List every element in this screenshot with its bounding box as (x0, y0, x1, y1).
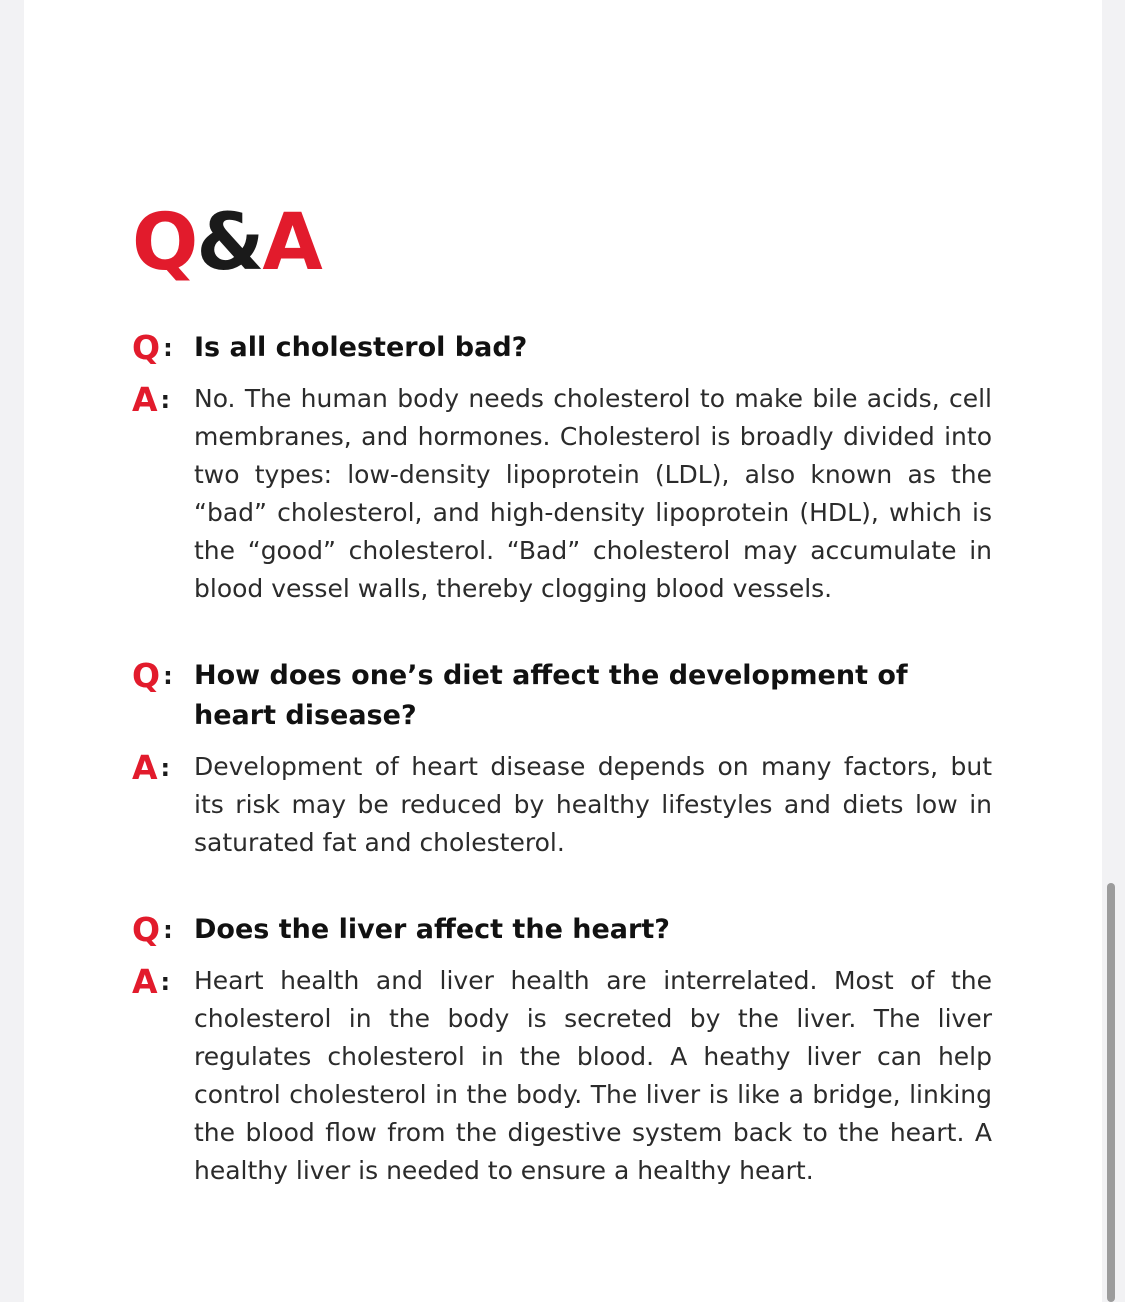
answer-row (132, 748, 992, 862)
answer-marker: A : (132, 380, 171, 419)
question-text: Does the liver affect the heart? (194, 914, 670, 945)
scrollbar[interactable] (1107, 883, 1115, 1302)
answer-marker: A : (132, 748, 171, 787)
title-q: Q (132, 198, 197, 288)
answer-text: Development of heart disease depends on many factors, but its risk may be reduced by healthy lifestyles and diets low in saturated fat and cholesterol. (194, 752, 992, 857)
page-title (132, 198, 321, 288)
answer-text: No. The human body needs cholesterol to make bile acids, cell membranes, and hormones. Cholesterol is broadly divided into two types: low-density lipoprotein (LDL), also known as the “bad” cholesterol, and high-density lipoprotein (HDL), which is the “good” cholesterol. “Bad” cholesterol may accumulate in blood vessel walls, thereby clogging blood vessels. (194, 384, 992, 603)
question-text: How does one’s diet affect the development of heart disease? (194, 660, 908, 731)
question-row (132, 910, 992, 950)
qa-item-3 (132, 910, 992, 1190)
answer-row (132, 962, 992, 1190)
question-row (132, 328, 992, 368)
question-marker: Q : (132, 328, 173, 367)
title-ampersand: & (196, 198, 263, 288)
answer-marker: A : (132, 962, 171, 1001)
title-a: A (262, 198, 321, 288)
answer-text: Heart health and liver health are interrelated. Most of the cholesterol in the body is secreted by the liver. The liver regulates cholesterol in the blood. A heathy liver can help control cholesterol in the body. The liver is like a bridge, linking the blood flow from the digestive system back to the heart. A healthy liver is needed to ensure a healthy heart. (194, 966, 992, 1185)
page (24, 0, 1102, 1302)
question-text: Is all cholesterol bad? (194, 332, 528, 363)
qa-item-1 (132, 328, 992, 608)
qa-item-2 (132, 656, 992, 862)
question-marker: Q : (132, 910, 173, 949)
question-row (132, 656, 992, 736)
question-marker: Q : (132, 656, 173, 695)
answer-row (132, 380, 992, 608)
